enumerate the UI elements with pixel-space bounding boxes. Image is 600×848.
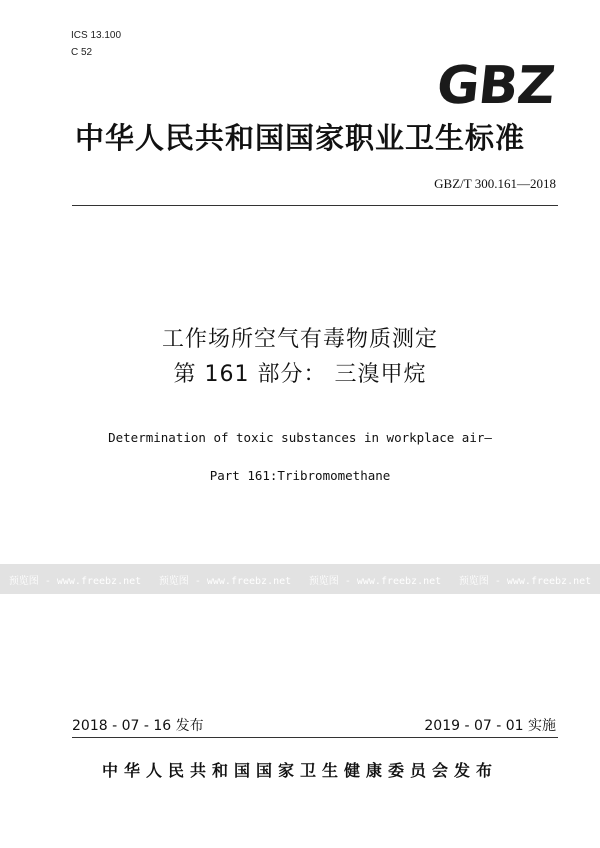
classification-codes — [71, 27, 121, 61]
title-english-line-2: Part 161:Tribromomethane — [209, 468, 391, 483]
watermark-text: 预览图 - www.freebz.net — [308, 575, 442, 587]
bottom-divider — [72, 737, 558, 738]
ics-code: ICS 13.100 — [71, 30, 122, 41]
issuing-authority: 中华人民共和国国家卫生健康委员会发布 — [101, 761, 498, 780]
issue-date: 2018 - 07 - 16 发布 — [72, 718, 204, 734]
title-english-line-1: Determination of toxic substances in workplace air— — [108, 430, 492, 445]
title-chinese-line-2: 第 161 部分： 三溴甲烷 — [173, 362, 427, 387]
watermark-text: 预览图 - www.freebz.net — [458, 575, 592, 587]
implementation-date: 2019 - 07 - 01 实施 — [424, 718, 556, 734]
standard-category-title: 中华人民共和国国家职业卫生标准 — [74, 121, 525, 155]
ccs-code: C 52 — [71, 47, 93, 58]
title-chinese-line-1: 工作场所空气有毒物质测定 — [161, 327, 438, 352]
watermark-text: 预览图 - www.freebz.net — [8, 575, 142, 587]
watermark-text: 预览图 - www.freebz.net — [158, 575, 292, 587]
top-divider — [72, 205, 558, 206]
standard-number: GBZ/T 300.161—2018 — [434, 176, 556, 191]
gbz-logo: GBZ — [433, 56, 558, 116]
watermark-band — [0, 564, 600, 594]
